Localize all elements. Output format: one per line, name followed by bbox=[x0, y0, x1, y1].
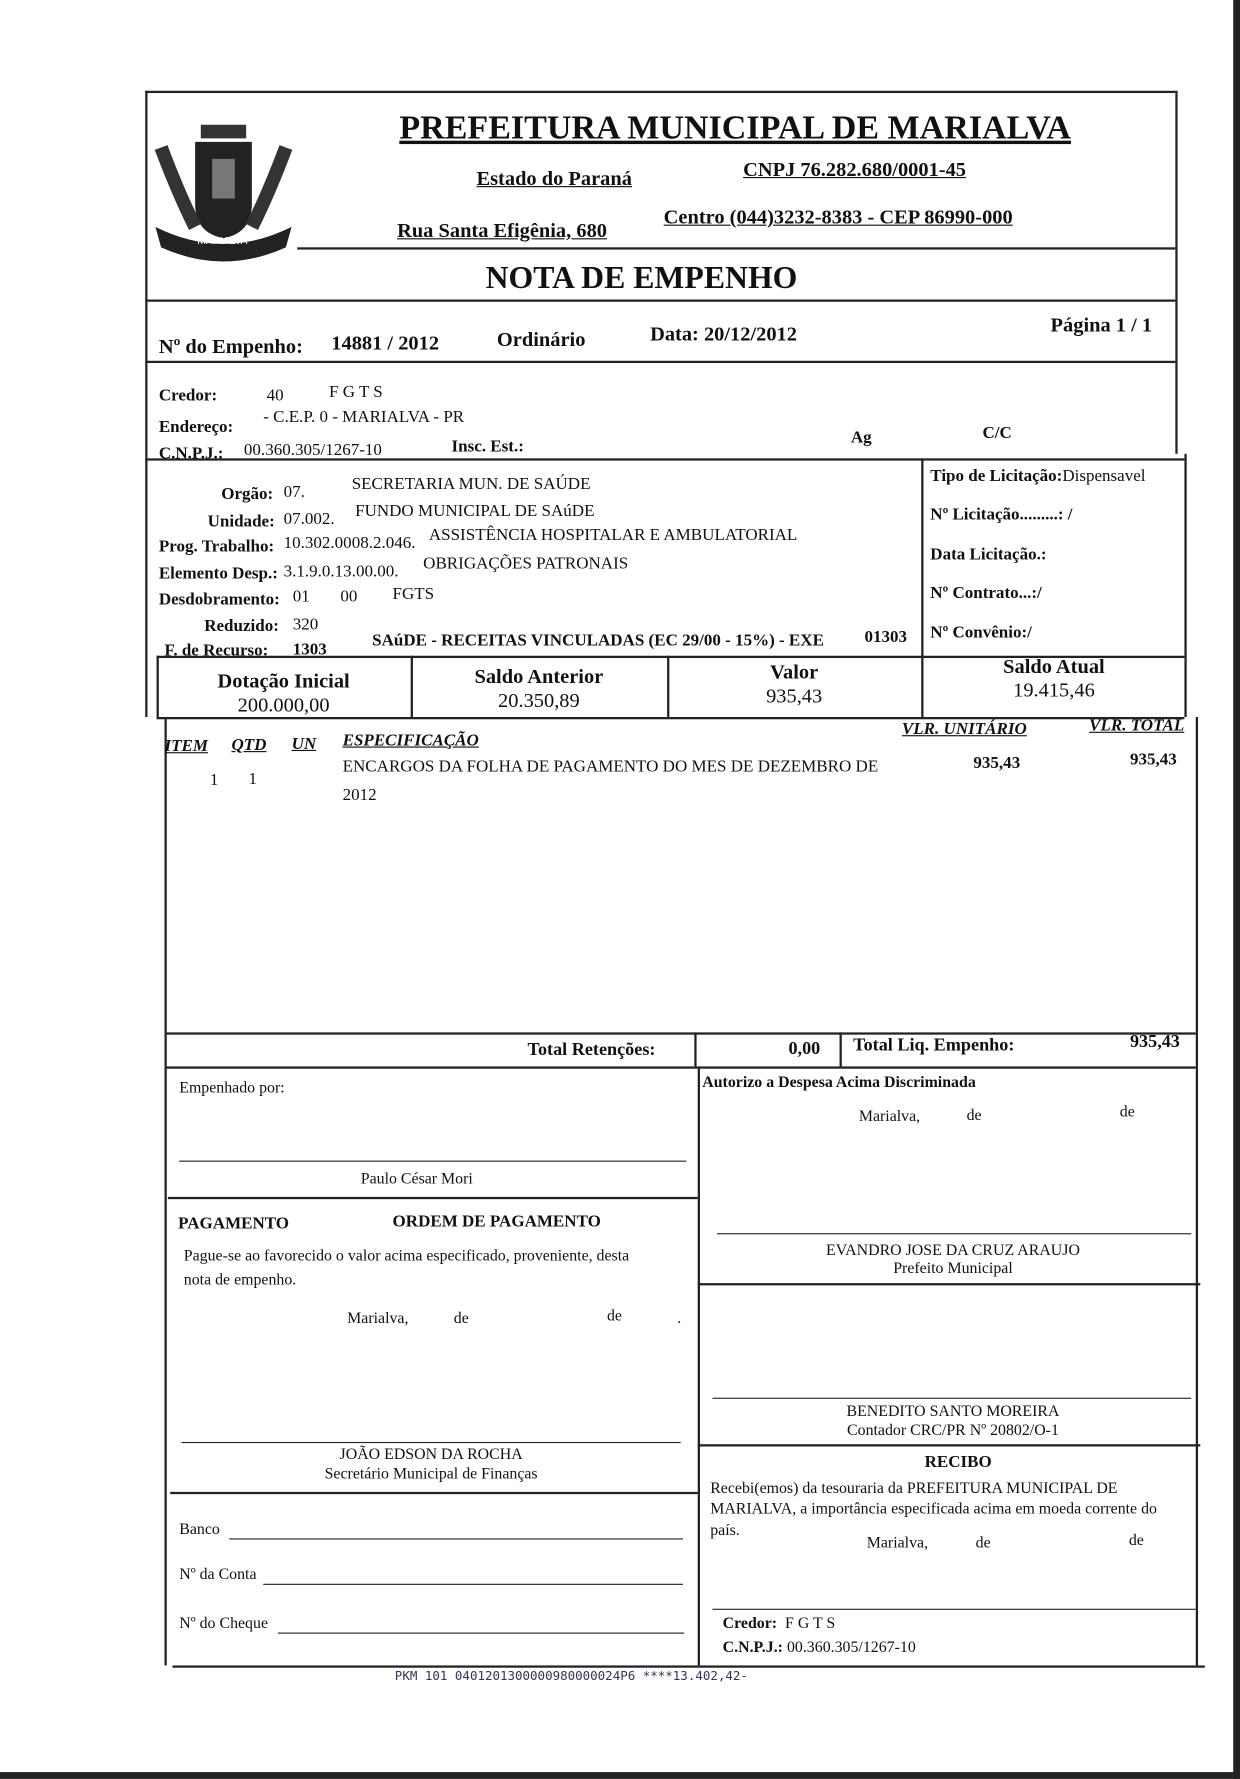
item-description-cont: 2012 bbox=[342, 786, 377, 805]
total-liquido-label: Total Liq. Empenho: bbox=[853, 1035, 1015, 1056]
divider bbox=[297, 247, 1175, 249]
secretario-title: Secretário Municipal de Finanças bbox=[324, 1465, 538, 1483]
orgao-code: 07. bbox=[283, 483, 305, 502]
desdobramento-b: 00 bbox=[340, 587, 358, 606]
scan-edge bbox=[0, 1772, 1240, 1779]
credor-address: - C.E.P. 0 - MARIALVA - PR bbox=[263, 408, 465, 427]
prefeito-title: Prefeito Municipal bbox=[893, 1260, 1013, 1278]
numero-contrato: Nº Contrato...:/ bbox=[930, 584, 1042, 603]
pague-text: Pague-se ao favorecido o valor acima especificado, proveniente, desta bbox=[183, 1247, 630, 1265]
frame-line bbox=[145, 91, 147, 717]
empenho-label: Nº do Empenho: bbox=[158, 334, 303, 358]
tipo-licitacao-value: Dispensavel bbox=[1062, 467, 1146, 486]
contador-crc: Contador CRC/PR Nº 20802/O-1 bbox=[847, 1422, 1059, 1440]
divider bbox=[698, 1066, 700, 1665]
credor-name: F G T S bbox=[329, 383, 383, 402]
prog-label: Prog. Trabalho: bbox=[158, 537, 275, 556]
recibo-text: MARIALVA, a importância especificada acima em moeda corrente do bbox=[710, 1500, 1157, 1518]
divider bbox=[694, 1032, 696, 1066]
signature-line bbox=[179, 1161, 686, 1162]
divider bbox=[145, 361, 1175, 363]
desdobramento-name: FGTS bbox=[392, 585, 435, 604]
credor-label: Credor: bbox=[722, 1615, 778, 1633]
secretario-name: JOÃO EDSON DA ROCHA bbox=[339, 1446, 523, 1464]
place-label: Marialva, bbox=[858, 1108, 921, 1126]
frame-line bbox=[172, 1665, 1204, 1667]
scan-edge bbox=[1233, 0, 1240, 1779]
tipo-licitacao bbox=[930, 467, 1145, 486]
cnpj-value: 00.360.305/1267-10 bbox=[786, 1639, 916, 1657]
date-de: de bbox=[975, 1534, 991, 1552]
col-header-qtd: QTD bbox=[231, 736, 267, 755]
signature-line bbox=[712, 1398, 1191, 1399]
banco-label: Banco bbox=[179, 1521, 220, 1539]
divider bbox=[168, 1197, 698, 1199]
credor-name: F G T S bbox=[785, 1615, 836, 1633]
header-cnpj: CNPJ 76.282.680/0001-45 bbox=[743, 157, 967, 181]
place-label: Marialva, bbox=[347, 1310, 409, 1328]
divider bbox=[145, 300, 1175, 302]
unidade-label: Unidade: bbox=[207, 512, 275, 531]
date-dot: . bbox=[677, 1310, 682, 1328]
cnpj-label: C.N.P.J.: bbox=[722, 1639, 783, 1657]
divider bbox=[157, 717, 1185, 719]
divider bbox=[165, 1032, 1196, 1034]
date-de: de bbox=[966, 1107, 982, 1125]
header-contact: Centro (044)3232-8383 - CEP 86990-000 bbox=[663, 205, 1013, 229]
place-label: Marialva, bbox=[866, 1534, 929, 1552]
desdobramento-label: Desdobramento: bbox=[158, 591, 280, 610]
orgao-label: Orgão: bbox=[221, 485, 274, 504]
credor-cnpj: 00.360.305/1267-10 bbox=[243, 441, 382, 460]
svg-text:MARIALVA: MARIALVA bbox=[197, 235, 248, 247]
pague-text-cont: nota de empenho. bbox=[183, 1271, 297, 1289]
divider bbox=[145, 458, 1184, 460]
prog-code: 10.302.0008.2.046. bbox=[283, 534, 416, 553]
footer-code: PKM 101 0401201300000980000024P6 ****13.402,42- bbox=[394, 1668, 748, 1684]
date-de: de bbox=[453, 1310, 469, 1328]
endereco-label: Endereço: bbox=[158, 418, 234, 437]
conta-corrente-label: C/C bbox=[982, 424, 1012, 443]
recibo-heading: RECIBO bbox=[924, 1453, 992, 1472]
ordem-pagamento-heading: ORDEM DE PAGAMENTO bbox=[392, 1212, 601, 1231]
saldo-atual bbox=[926, 655, 1182, 703]
recurso-code: 1303 bbox=[292, 640, 327, 660]
total-liquido-value: 935,43 bbox=[1129, 1032, 1180, 1052]
item-unit-value: 935,43 bbox=[973, 754, 1021, 773]
signature-line bbox=[717, 1233, 1191, 1234]
empenho-date: Data: 20/12/2012 bbox=[650, 322, 797, 345]
recurso-name: SAúDE - RECEITAS VINCULADAS (EC 29/00 - 15%) - EXE bbox=[372, 631, 824, 651]
col-header-valor-unitario: VLR. UNITÁRIO bbox=[901, 720, 1027, 739]
desdobramento-a: 01 bbox=[292, 587, 310, 606]
banco-field bbox=[229, 1538, 683, 1539]
saldo-label: Dotação Inicial bbox=[217, 669, 350, 693]
item-qtd: 1 bbox=[248, 770, 257, 789]
unidade-name: FUNDO MUNICIPAL DE SAúDE bbox=[355, 502, 595, 521]
divider bbox=[698, 1283, 1201, 1285]
insc-label: Insc. Est.: bbox=[451, 437, 524, 457]
contador-name: BENEDITO SANTO MOREIRA bbox=[846, 1403, 1060, 1421]
empenhado-name: Paulo César Mori bbox=[360, 1170, 473, 1188]
elemento-name: OBRIGAÇÕES PATRONAIS bbox=[423, 554, 629, 573]
empenho-number: 14881 / 2012 bbox=[331, 331, 440, 354]
recibo-text: país. bbox=[710, 1522, 740, 1540]
empenhado-label: Empenhado por: bbox=[179, 1080, 285, 1098]
credor-code: 40 bbox=[266, 386, 284, 406]
prefeito-name: EVANDRO JOSE DA CRUZ ARAUJO bbox=[826, 1242, 1080, 1260]
conta-field bbox=[263, 1584, 683, 1585]
total-retencoes-value: 0,00 bbox=[788, 1039, 821, 1059]
signature-line bbox=[712, 1609, 1195, 1610]
col-header-valor-total: VLR. TOTAL bbox=[1089, 717, 1185, 736]
autorizo-heading: Autorizo a Despesa Acima Discriminada bbox=[702, 1074, 976, 1092]
data-licitacao: Data Licitação.: bbox=[930, 545, 1047, 564]
agencia-label: Ag bbox=[850, 428, 872, 447]
divider bbox=[170, 1492, 698, 1494]
saldo-value: 19.415,46 bbox=[1013, 678, 1095, 702]
page-number: Página 1 / 1 bbox=[1050, 313, 1153, 336]
prog-name: ASSISTÊNCIA HOSPITALAR E AMBULATORIAL bbox=[428, 526, 798, 545]
divider bbox=[165, 1066, 1196, 1068]
tipo-licitacao-label: Tipo de Licitação: bbox=[930, 467, 1063, 486]
recurso-label: F. de Recurso: bbox=[164, 642, 269, 661]
header-state: Estado do Paraná bbox=[476, 166, 632, 190]
cheque-field bbox=[278, 1633, 684, 1634]
item-number: 1 bbox=[209, 771, 219, 790]
saldo-label: Saldo Atual bbox=[1003, 654, 1105, 678]
frame-line bbox=[165, 717, 167, 1665]
pagamento-heading: PAGAMENTO bbox=[178, 1215, 290, 1234]
header-title: PREFEITURA MUNICIPAL DE MARIALVA bbox=[399, 108, 1072, 147]
divider bbox=[840, 1032, 842, 1066]
saldo-valor bbox=[669, 660, 919, 708]
col-header-item: ITEM bbox=[164, 737, 209, 756]
empenho-type: Ordinário bbox=[496, 327, 586, 351]
col-header-especificacao: ESPECIFICAÇÃO bbox=[342, 731, 479, 750]
elemento-label: Elemento Desp.: bbox=[158, 564, 278, 584]
elemento-code: 3.1.9.0.13.00.00. bbox=[283, 562, 399, 581]
saldo-anterior bbox=[413, 665, 665, 713]
reduzido-label: Reduzido: bbox=[204, 617, 279, 636]
total-retencoes-label: Total Retenções: bbox=[527, 1040, 656, 1060]
recibo-text: Recebi(emos) da tesouraria da PREFEITURA MUNICIPAL DE bbox=[710, 1480, 1118, 1498]
divider bbox=[698, 1444, 1201, 1446]
saldo-label: Saldo Anterior bbox=[474, 664, 604, 688]
document-title: NOTA DE EMPENHO bbox=[485, 260, 798, 297]
saldo-dotacao-inicial bbox=[159, 669, 409, 717]
municipal-crest-icon bbox=[150, 113, 297, 266]
recibo-credor bbox=[723, 1616, 836, 1634]
frame-line bbox=[1175, 91, 1177, 454]
date-de: de bbox=[1119, 1103, 1135, 1121]
saldo-label: Valor bbox=[770, 660, 819, 683]
cheque-label: Nº do Cheque bbox=[179, 1615, 268, 1633]
frame-line bbox=[1184, 454, 1186, 717]
divider bbox=[921, 458, 923, 717]
signature-line bbox=[182, 1442, 681, 1443]
recibo-cnpj bbox=[723, 1639, 916, 1657]
numero-convenio: Nº Convênio:/ bbox=[930, 623, 1032, 643]
orgao-name: SECRETARIA MUN. DE SAÚDE bbox=[351, 475, 591, 494]
saldo-value: 200.000,00 bbox=[237, 693, 330, 716]
date-de: de bbox=[606, 1308, 622, 1326]
date-de: de bbox=[1128, 1532, 1144, 1550]
saldo-value: 20.350,89 bbox=[498, 688, 580, 712]
recurso-number: 01303 bbox=[864, 628, 908, 647]
saldo-value: 935,43 bbox=[766, 684, 823, 707]
item-total-value: 935,43 bbox=[1129, 751, 1177, 770]
item-description: ENCARGOS DA FOLHA DE PAGAMENTO DO MES DE DEZEMBRO DE bbox=[342, 757, 879, 776]
cnpj-label: C.N.P.J.: bbox=[158, 444, 224, 463]
credor-label: Credor: bbox=[158, 386, 218, 406]
unidade-code: 07.002. bbox=[283, 510, 335, 529]
frame-line bbox=[1196, 717, 1198, 1665]
numero-licitacao: Nº Licitação.........: / bbox=[930, 505, 1073, 525]
header-address: Rua Santa Efigênia, 680 bbox=[397, 218, 607, 242]
conta-label: Nº da Conta bbox=[179, 1566, 257, 1584]
reduzido-value: 320 bbox=[292, 616, 319, 635]
frame-line bbox=[145, 91, 1175, 93]
col-header-un: UN bbox=[291, 735, 317, 754]
